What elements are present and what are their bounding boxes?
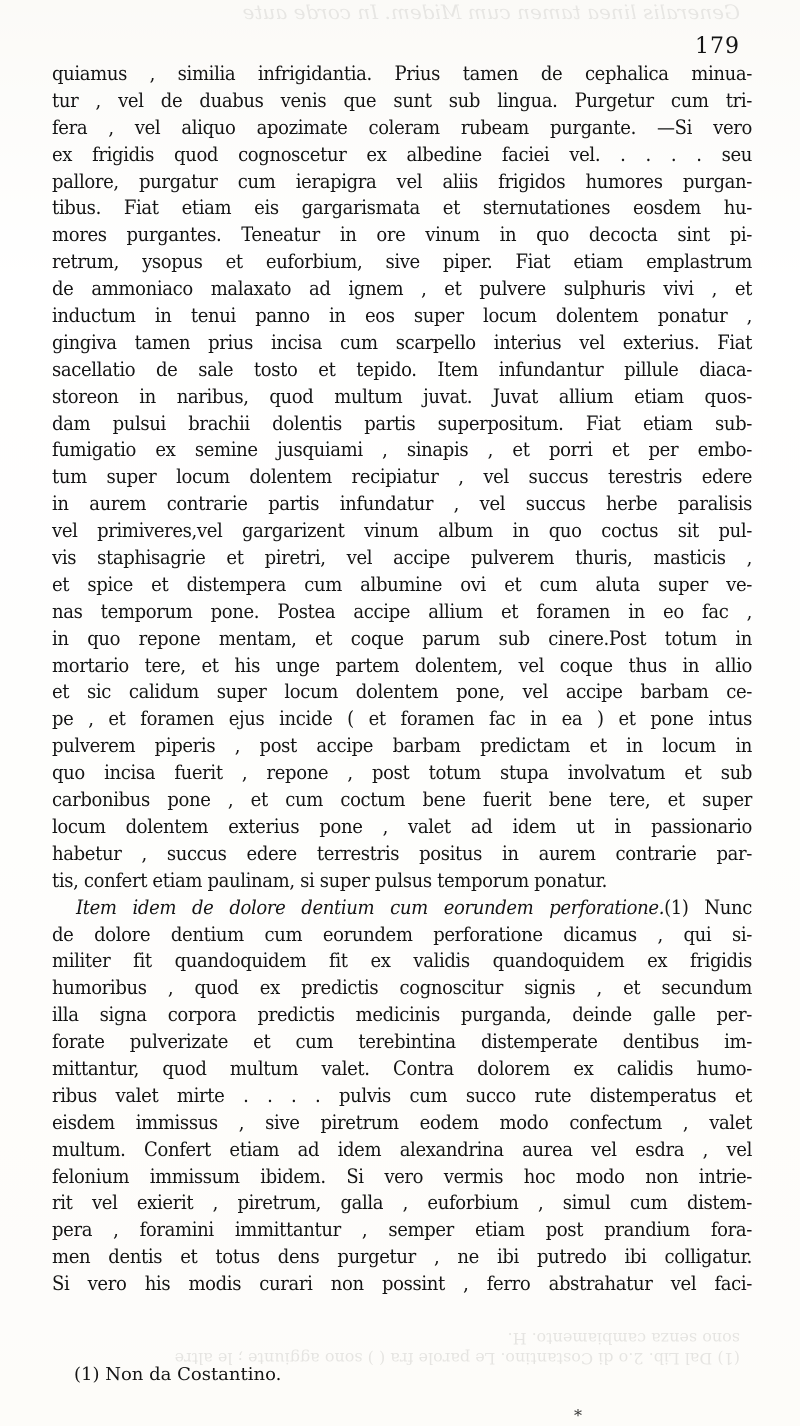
text-line: forate pulverizate et cum terebintina distemperate dentibus im- xyxy=(52,1029,752,1054)
show-through-text-bottom xyxy=(60,1324,740,1368)
text-line: retrum, ysopus et euforbium, sive piper. Fiat etiam emplastrum xyxy=(52,249,752,274)
show-through-line: sono senza cambiamento. H. xyxy=(507,1329,740,1348)
text-line: de dolore dentium cum eorundem perforatione dicamus , qui si- xyxy=(52,921,752,946)
text-line: mittantur, quod multum valet. Contra dolorem ex calidis humo- xyxy=(52,1055,752,1080)
footnote: (1) Non da Costantino. xyxy=(74,1364,282,1385)
text-line: felonium immissum ibidem. Si vero vermis hoc modo non intrie- xyxy=(52,1163,752,1188)
text-line: eisdem immissus , sive piretrum eodem modo confectum , valet xyxy=(52,1109,752,1134)
text-line: nas temporum pone. Postea accipe allium et foramen in eo fac , xyxy=(52,598,752,623)
text-line: pallore, purgatur cum ierapigra vel aliis frigidos humores purgan- xyxy=(52,168,752,193)
text-line: militer fit quandoquidem fit ex validis quandoquidem ex frigidis xyxy=(52,948,752,973)
text-line: pe , et foramen ejus incide ( et foramen fac in ea ) et pone intus xyxy=(52,706,752,731)
text-line: humoribus , quod ex predictis cognoscitur signis , et secundum xyxy=(52,975,752,1000)
text-line: dam pulsui brachii dolentis partis superpositum. Fiat etiam sub- xyxy=(52,410,752,435)
text-line: in quo repone mentam, et coque parum sub cinere.Post totum in xyxy=(52,625,752,650)
show-through-line: (1) Dal Lib. 2.o di Costantino. Le parole fra ( ) sono aggiunte ; le altre xyxy=(174,1349,740,1368)
text-line: tum super locum dolentem recipiatur , vel succus terestris edere xyxy=(52,464,752,489)
text-line: inductum in tenui panno in eos super locum dolentem ponatur , xyxy=(52,303,752,328)
signature-mark: * xyxy=(574,1406,582,1425)
section-heading-continuation: (1) Nunc xyxy=(664,894,752,919)
text-line: sacellatio de sale tosto et tepido. Item infundantur pillule diaca- xyxy=(52,356,752,381)
text-line: tur , vel de duabus venis que sunt sub lingua. Purgetur cum tri- xyxy=(52,87,752,112)
text-line: quiamus , similia infrigidantia. Prius tamen de cephalica minua- xyxy=(52,61,752,85)
page-number: 179 xyxy=(695,34,740,59)
text-line: Si vero his modis curari non possint , ferro abstrahatur vel faci- xyxy=(52,1271,752,1296)
text-line: et spice et distempera cum albumine ovi et cum aluta super ve- xyxy=(52,571,752,596)
text-line: vis staphisagrie et piretri, vel accipe pulverem thuris, masticis , xyxy=(52,545,752,570)
text-line: ribus valet mirte . . . . pulvis cum succo rute distemperatus et xyxy=(52,1082,752,1107)
text-line: storeon in naribus, quod multum juvat. Juvat allium etiam quos- xyxy=(52,383,752,408)
text-line: pulverem piperis , post accipe barbam predictam et in locum in xyxy=(52,733,752,758)
text-line: illa signa corpora predictis medicinis purganda, deinde galle per- xyxy=(52,1002,752,1027)
text-line: carbonibus pone , et cum coctum bene fuerit bene tere, et super xyxy=(52,787,752,812)
text-line: in aurem contrarie partis infundatur , vel succus herbe paralisis xyxy=(52,491,752,516)
text-line: rit vel exierit , piretrum, galla , euforbium , simul cum distem- xyxy=(52,1190,752,1215)
text-line: habetur , succus edere terrestris positus in aurem contrarie par- xyxy=(52,840,752,865)
text-line: locum dolentem exterius pone , valet ad idem ut in passionario xyxy=(52,813,752,838)
text-line: tis, confert etiam paulinam, si super pulsus temporum ponatur. xyxy=(52,867,607,892)
body-text xyxy=(52,60,752,1297)
text-line: de ammoniaco malaxato ad ignem , et pulvere sulphuris vivi , et xyxy=(52,276,752,301)
text-line: pera , foramini immittantur , semper etiam post prandium fora- xyxy=(52,1217,752,1242)
text-line: et sic calidum super locum dolentem pone, vel accipe barbam ce- xyxy=(52,679,752,704)
text-line: mortario tere, et his unge partem dolentem, vel coque thus in allio xyxy=(52,652,752,677)
section-heading-line xyxy=(52,894,752,921)
text-line: tibus. Fiat etiam eis gargarismata et sternutationes eosdem hu- xyxy=(52,195,752,220)
text-line: mores purgantes. Teneatur in ore vinum in quo decocta sint pi- xyxy=(52,222,752,247)
text-line: ex frigidis quod cognoscetur ex albedine faciei vel. . . . . seu xyxy=(52,141,752,166)
text-line: men dentis et totus dens purgetur , ne ibi putredo ibi colligatur. xyxy=(52,1244,752,1269)
text-line: vel primiveres,vel gargarizent vinum album in quo coctus sit pul- xyxy=(52,518,752,543)
text-line: quo incisa fuerit , repone , post totum stupa involvatum et sub xyxy=(52,760,752,785)
text-line: fera , vel aliquo apozimate coleram rubeam purgante. —Si vero xyxy=(52,114,752,139)
show-through-text-top: Generalis linea tamen cum Midem. In corde aute xyxy=(242,2,740,24)
text-line: fumigatio ex semine jusquiami , sinapis , et porri et per embo- xyxy=(52,437,752,462)
text-line: gingiva tamen prius incisa cum scarpello interius vel exterius. Fiat xyxy=(52,329,752,354)
text-line: multum. Confert etiam ad idem alexandrina aurea vel esdra , vel xyxy=(52,1136,752,1161)
section-heading: Item idem de dolore dentium cum eorundem perforatione. xyxy=(76,894,665,919)
